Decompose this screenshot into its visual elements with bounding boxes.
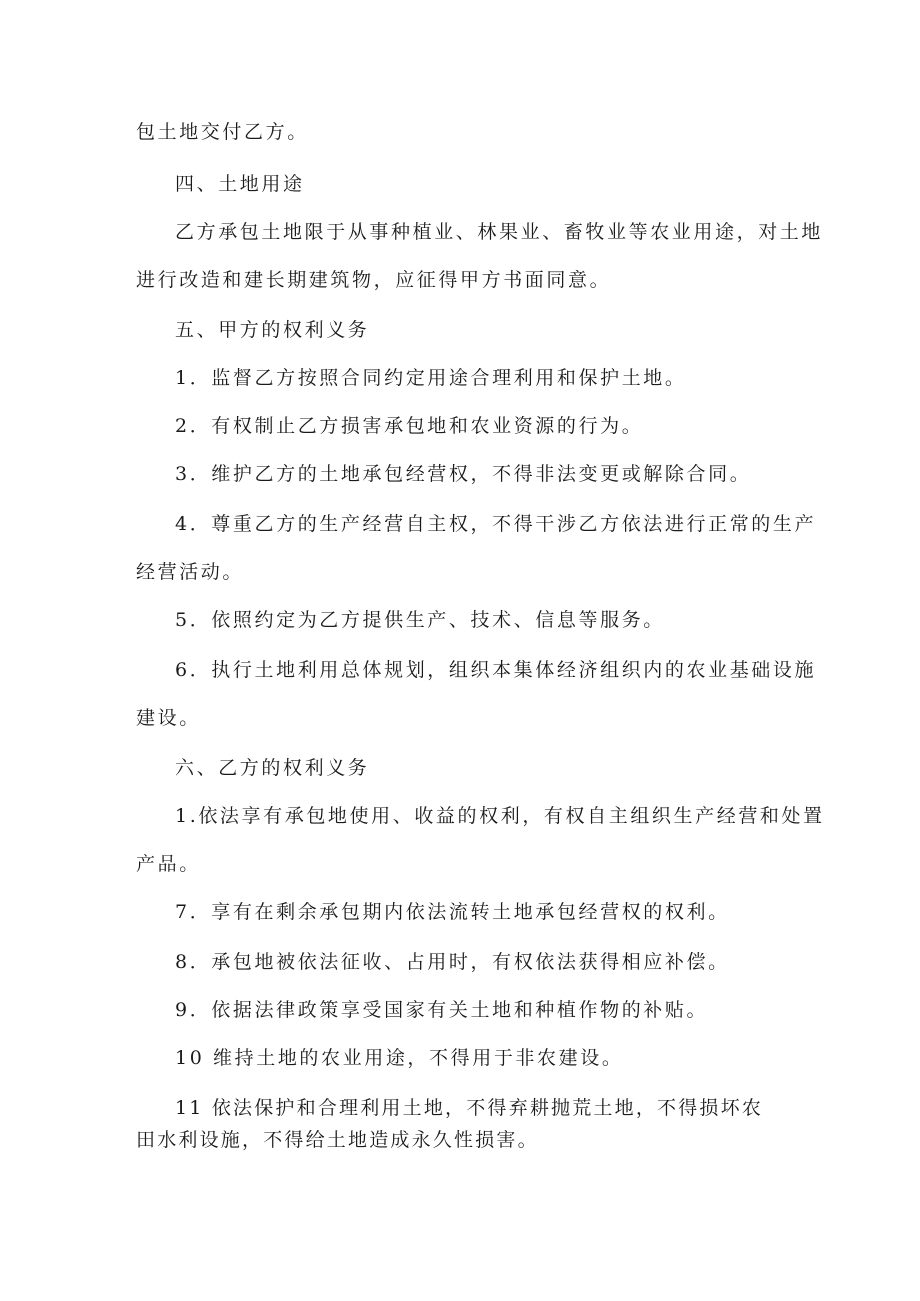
paragraph-land-use: 乙方承包土地限于从事种植业、林果业、畜牧业等农业用途，对土地: [175, 221, 824, 243]
list-item-a3: 3．维护乙方的土地承包经营权，不得非法变更或解除合同。: [175, 463, 752, 485]
list-item-b10: 10 维持土地的农业用途，不得用于非农建设。: [175, 1047, 624, 1069]
section-heading-land-use: 四、土地用途: [175, 173, 305, 195]
list-item-a4-cont: 经营活动。: [136, 561, 245, 583]
section-heading-party-b: 六、乙方的权利义务: [175, 757, 370, 779]
paragraph-land-use-cont: 进行改造和建长期建筑物，应征得甲方书面同意。: [136, 269, 612, 291]
list-item-a4: 4．尊重乙方的生产经营自主权，不得干涉乙方依法进行正常的生产: [175, 513, 817, 535]
section-heading-party-a: 五、甲方的权利义务: [175, 319, 370, 341]
list-item-a2: 2．有权制止乙方损害承包地和农业资源的行为。: [175, 415, 644, 437]
list-item-b9: 9．依据法律政策享受国家有关土地和种植作物的补贴。: [175, 999, 709, 1021]
list-item-a5: 5．依照约定为乙方提供生产、技术、信息等服务。: [175, 609, 665, 631]
list-item-b11: 11 依法保护和合理利用土地，不得弃耕抛荒土地，不得损坏农: [175, 1097, 764, 1119]
list-item-b11-cont: 田水利设施，不得给土地造成永久性损害。: [136, 1129, 539, 1151]
text-line-continuation: 包土地交付乙方。: [136, 121, 309, 143]
list-item-b8: 8．承包地被依法征收、占用时，有权依法获得相应补偿。: [175, 951, 730, 973]
list-item-a6-cont: 建设。: [136, 707, 201, 729]
list-item-a1: 1．监督乙方按照合同约定用途合理利用和保护土地。: [175, 367, 687, 389]
list-item-b1: 1.依法享有承包地使用、收益的权利，有权自主组织生产经营和处置: [175, 805, 825, 827]
list-item-a6: 6．执行土地利用总体规划，组织本集体经济组织内的农业基础设施: [175, 659, 817, 681]
list-item-b7: 7．享有在剩余承包期内依法流转土地承包经营权的权利。: [175, 901, 730, 923]
list-item-b1-cont: 产品。: [136, 853, 201, 875]
